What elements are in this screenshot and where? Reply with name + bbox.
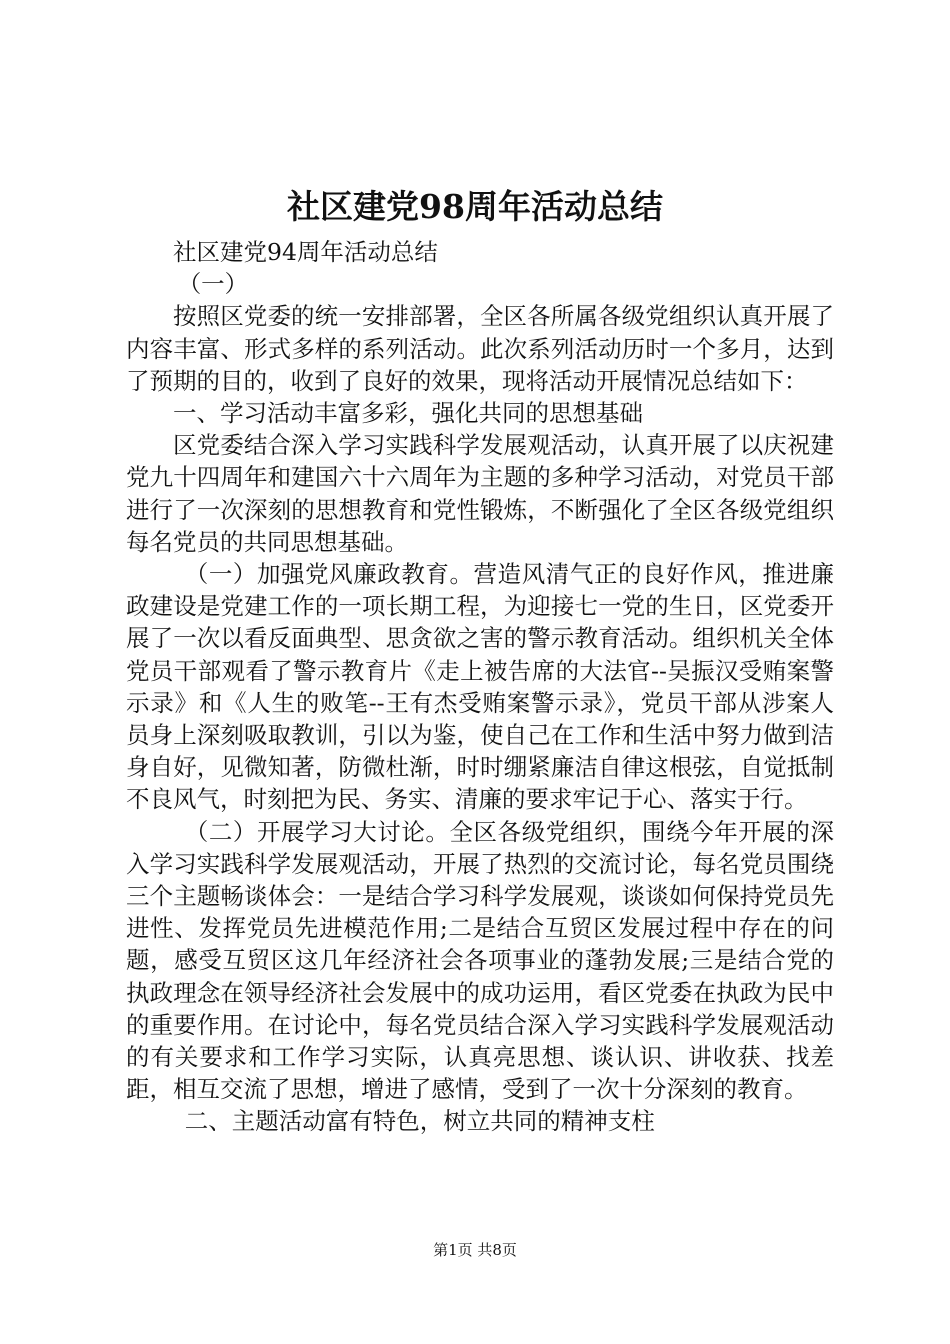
document-subtitle: 社区建党94周年活动总结 [173, 238, 438, 266]
paragraph-item-1: （一）加强党风廉政教育。营造风清气正的良好作风，推进廉政建设是党建工作的一项长期工程，为迎接七一党的生日，区党委开展了一次以看反面典型、思贪欲之害的警示教育活动。组织机关全体党员干部观看了警示教育片《走上被告席的大法官--吴振汉受贿案警示录》和《人生的败笔--王有杰受贿案警示录》，党员干部从涉案人员身上深刻吸取教训，引以为鉴，使自己在工作和生活中努力做到洁身自好，见微知著，防微杜渐，时时绷紧廉洁自律这根弦，自觉抵制不良风气，时刻把为民、务实、清廉的要求牢记于心、落实于行。 [126, 560, 834, 814]
page-footer: 第1页 共8页 [433, 1241, 517, 1259]
heading-section-2: 二、主题活动富有特色，树立共同的精神支柱 [184, 1107, 655, 1136]
section-marker: （一） [177, 270, 249, 299]
paragraph-intro: 按照区党委的统一安排部署，全区各所属各级党组织认真开展了内容丰富、形式多样的系列活动。此次系列活动历时一个多月，达到了预期的目的，收到了良好的效果，现将活动开展情况总结如下： [126, 302, 834, 395]
heading-section-1: 一、学习活动丰富多彩，强化共同的思想基础 [173, 399, 643, 428]
document-body [126, 236, 834, 1138]
paragraph-item-2: （二）开展学习大讨论。全区各级党组织，围绕今年开展的深入学习实践科学发展观活动，开展了热烈的交流讨论，每名党员围绕三个主题畅谈体会：一是结合学习科学发展观，谈谈如何保持党员先进性、发挥党员先进模范作用;二是结合互贸区发展过程中存在的问题，感受互贸区这几年经济社会各项事业的蓬勃发展;三是结合党的执政理念在领导经济社会发展中的成功运用，看区党委在执政为民中的重要作用。在讨论中，每名党员结合深入学习实践科学发展观活动的有关要求和工作学习实际，认真亮思想、谈认识、讲收获、找差距，相互交流了思想，增进了感情，受到了一次十分深刻的教育。 [126, 817, 834, 1104]
document-title: 社区建党98周年活动总结 [287, 187, 663, 226]
paragraph-section-1: 区党委结合深入学习实践科学发展观活动，认真开展了以庆祝建党九十四周年和建国六十六周年为主题的多种学习活动，对党员干部进行了一次深刻的思想教育和党性锻炼，不断强化了全区各级党组织每名党员的共同思想基础。 [126, 431, 834, 556]
